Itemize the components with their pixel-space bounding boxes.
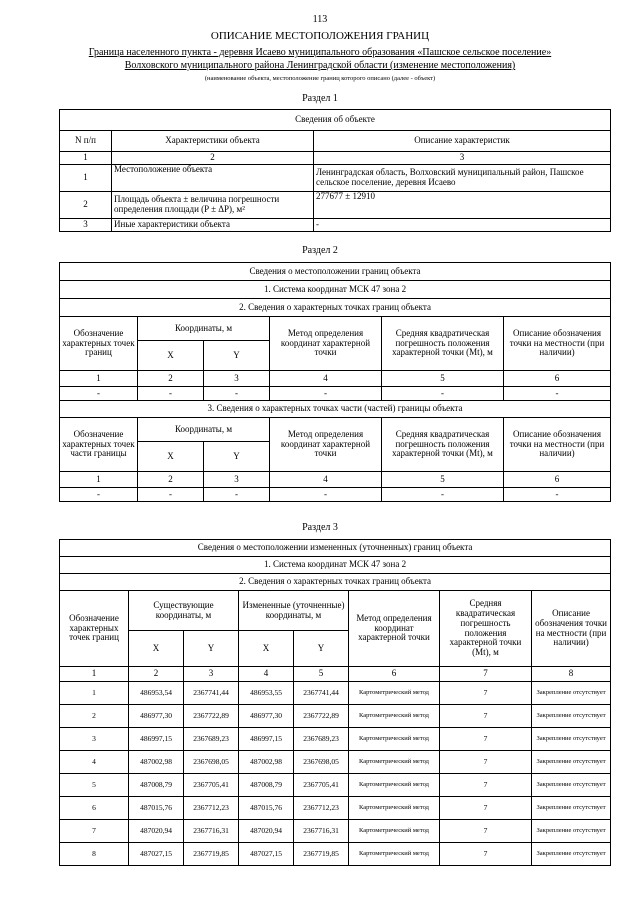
subtitle-line-1: Граница населенного пункта - деревня Исаево муниципального образования «Пашское сельское поселение» xyxy=(88,47,552,58)
col-num: 4 xyxy=(270,472,382,488)
table-row xyxy=(60,387,611,401)
section-3-label: Раздел 3 xyxy=(302,522,338,533)
cell: 2367698,05 xyxy=(184,751,239,774)
cell: 487020,94 xyxy=(239,820,294,843)
cell: Картометрический метод xyxy=(349,774,440,797)
table-row xyxy=(60,165,611,192)
table-row xyxy=(60,682,611,705)
table-row xyxy=(60,797,611,820)
section-3-body xyxy=(60,682,611,866)
section-1-header: Сведения об объекте xyxy=(60,110,611,131)
cell: - xyxy=(204,488,270,502)
cell: 7 xyxy=(440,728,532,751)
cell: 2367741,44 xyxy=(294,682,349,705)
col-num: 4 xyxy=(270,371,382,387)
cell: 7 xyxy=(440,820,532,843)
cell: 2367705,41 xyxy=(294,774,349,797)
section-3-header: Сведения о местоположении измененных (уточненных) границ объекта xyxy=(60,540,611,557)
cell: 487020,94 xyxy=(129,820,184,843)
col-num: 2 xyxy=(138,371,204,387)
header-x: X xyxy=(129,631,184,667)
cell: 7 xyxy=(440,774,532,797)
col-num: 1 xyxy=(60,371,138,387)
cell: 7 xyxy=(440,705,532,728)
col-num: 4 xyxy=(239,667,294,682)
cell: Картометрический метод xyxy=(349,797,440,820)
cell: 2367719,85 xyxy=(294,843,349,866)
cell: Закрепление отсутствует xyxy=(532,728,611,751)
cell: Картометрический метод xyxy=(349,728,440,751)
col-num: 6 xyxy=(504,472,611,488)
cell: 487008,79 xyxy=(239,774,294,797)
cell: 7 xyxy=(60,820,129,843)
col-header-description: Описание характеристик xyxy=(314,131,611,152)
cell: 7 xyxy=(440,843,532,866)
cell: 7 xyxy=(440,682,532,705)
table-row xyxy=(60,219,611,232)
header-y: Y xyxy=(204,442,270,472)
subtitle-note: (наименование объекта, местоположение границ которого описано (далее - объект) xyxy=(204,75,436,82)
header-points: Обозначение характерных точек границ xyxy=(60,591,129,667)
part-3-header: 3. Сведения о характерных точках части (частей) границы объекта xyxy=(60,401,611,418)
col-num: 8 xyxy=(532,667,611,682)
header-method: Метод определения координат характерной точки xyxy=(349,591,440,667)
cell: - xyxy=(204,387,270,401)
header-y: Y xyxy=(204,341,270,371)
cell: - xyxy=(60,488,138,502)
cell: - xyxy=(138,488,204,502)
col-num: 3 xyxy=(204,371,270,387)
cell: 486997,15 xyxy=(129,728,184,751)
cell: 7 xyxy=(440,751,532,774)
section-2-label: Раздел 2 xyxy=(302,245,338,256)
header-error: Средняя квадратическая погрешность положения характерной точки (Mt), м xyxy=(440,591,532,667)
cell: Картометрический метод xyxy=(349,705,440,728)
cell: 486997,15 xyxy=(239,728,294,751)
cell: 4 xyxy=(60,751,129,774)
cell: 1 xyxy=(60,682,129,705)
table-row xyxy=(60,705,611,728)
header-description: Описание обозначения точки на местности (при наличии) xyxy=(504,317,611,371)
header-error: Средняя квадратическая погрешность положения характерной точки (Mt), м xyxy=(382,317,504,371)
part-2-header: 2. Сведения о характерных точках границ объекта xyxy=(60,299,611,317)
cell: 487002,98 xyxy=(239,751,294,774)
table-row xyxy=(60,728,611,751)
cell: 2 xyxy=(60,705,129,728)
cell: 487027,15 xyxy=(239,843,294,866)
cell: 2367716,31 xyxy=(294,820,349,843)
cell: 8 xyxy=(60,843,129,866)
header-y: Y xyxy=(184,631,239,667)
cell: 3 xyxy=(60,728,129,751)
page-number: 113 xyxy=(312,14,328,25)
cell: 486953,54 xyxy=(129,682,184,705)
header-x: X xyxy=(138,341,204,371)
cell: - xyxy=(138,387,204,401)
col-num: 1 xyxy=(60,667,129,682)
cell: - xyxy=(382,488,504,502)
col-header-characteristics: Характеристики объекта xyxy=(112,131,314,152)
cell: 486977,30 xyxy=(129,705,184,728)
col-num: 5 xyxy=(382,371,504,387)
cell: Закрепление отсутствует xyxy=(532,797,611,820)
cell: Закрепление отсутствует xyxy=(532,705,611,728)
header-points: Обозначение характерных точек границ xyxy=(60,317,138,371)
table-row xyxy=(60,751,611,774)
cell: 5 xyxy=(60,774,129,797)
section-2-header: Сведения о местоположении границ объекта xyxy=(60,263,611,281)
cell: 2367719,85 xyxy=(184,843,239,866)
header-method: Метод определения координат характерной точки xyxy=(270,418,382,472)
col-num: 3 xyxy=(204,472,270,488)
cell: 2367716,31 xyxy=(184,820,239,843)
cell: Закрепление отсутствует xyxy=(532,843,611,866)
col-num: 5 xyxy=(382,472,504,488)
cell: 487015,76 xyxy=(239,797,294,820)
cell: Местоположение объекта xyxy=(112,165,314,192)
cell: 2367712,23 xyxy=(184,797,239,820)
col-num: 2 xyxy=(138,472,204,488)
coordinate-system: 1. Система координат МСК 47 зона 2 xyxy=(60,557,611,574)
table-row xyxy=(60,192,611,219)
header-description: Описание обозначения точки на местности (при наличии) xyxy=(532,591,611,667)
cell: Закрепление отсутствует xyxy=(532,820,611,843)
col-header-number: N п/п xyxy=(60,131,112,152)
col-num: 5 xyxy=(294,667,349,682)
coordinate-system: 1. Система координат МСК 47 зона 2 xyxy=(60,281,611,299)
cell: 2367741,44 xyxy=(184,682,239,705)
cell: 3 xyxy=(60,219,112,232)
cell: 2 xyxy=(60,192,112,219)
cell: 487002,98 xyxy=(129,751,184,774)
cell: 487008,79 xyxy=(129,774,184,797)
header-coordinates: Координаты, м xyxy=(138,317,270,341)
cell: - xyxy=(382,387,504,401)
col-num: 3 xyxy=(184,667,239,682)
table-row xyxy=(60,820,611,843)
cell: Иные характеристики объекта xyxy=(112,219,314,232)
header-coordinates: Координаты, м xyxy=(138,418,270,442)
subtitle-line-2: Волховского муниципального района Ленинградской области (изменение местоположения) xyxy=(124,60,516,71)
col-num: 6 xyxy=(349,667,440,682)
cell: 487027,15 xyxy=(129,843,184,866)
cell: 2367712,23 xyxy=(294,797,349,820)
cell: - xyxy=(270,387,382,401)
cell: 2367689,23 xyxy=(184,728,239,751)
col-num: 1 xyxy=(60,152,112,165)
header-changed-coordinates: Измененные (уточненные) координаты, м xyxy=(239,591,349,631)
cell: 277677 ± 12910 xyxy=(314,192,611,219)
document-title: ОПИСАНИЕ МЕСТОПОЛОЖЕНИЯ ГРАНИЦ xyxy=(210,30,430,42)
cell: - xyxy=(60,387,138,401)
part-2-header: 2. Сведения о характерных точках границ объекта xyxy=(60,574,611,591)
cell: - xyxy=(504,387,611,401)
cell: 2367722,89 xyxy=(184,705,239,728)
header-x: X xyxy=(138,442,204,472)
header-existing-coordinates: Существующие координаты, м xyxy=(129,591,239,631)
col-num: 7 xyxy=(440,667,532,682)
table-row xyxy=(60,488,611,502)
cell: - xyxy=(504,488,611,502)
cell: 487015,76 xyxy=(129,797,184,820)
cell: 486953,55 xyxy=(239,682,294,705)
cell: Закрепление отсутствует xyxy=(532,682,611,705)
cell: - xyxy=(270,488,382,502)
col-num: 1 xyxy=(60,472,138,488)
cell: 2367705,41 xyxy=(184,774,239,797)
header-error: Средняя квадратическая погрешность положения характерной точки (Mt), м xyxy=(382,418,504,472)
col-num: 6 xyxy=(504,371,611,387)
cell: Картометрический метод xyxy=(349,820,440,843)
cell: Ленинградская область, Волховский муниципальный район, Пашское сельское поселение, деревня Исаево xyxy=(314,165,611,192)
cell: - xyxy=(314,219,611,232)
table-row xyxy=(60,843,611,866)
cell: Картометрический метод xyxy=(349,682,440,705)
header-points-part: Обозначение характерных точек части границы xyxy=(60,418,138,472)
section-2-table xyxy=(59,262,611,502)
section-3-table xyxy=(59,539,611,866)
cell: 7 xyxy=(440,797,532,820)
cell: Закрепление отсутствует xyxy=(532,751,611,774)
section-1-label: Раздел 1 xyxy=(302,93,338,104)
cell: 2367689,23 xyxy=(294,728,349,751)
cell: 2367698,05 xyxy=(294,751,349,774)
col-num: 2 xyxy=(129,667,184,682)
cell: 1 xyxy=(60,165,112,192)
header-method: Метод определения координат характерной точки xyxy=(270,317,382,371)
table-row xyxy=(60,774,611,797)
cell: 6 xyxy=(60,797,129,820)
cell: Картометрический метод xyxy=(349,843,440,866)
cell: Площадь объекта ± величина погрешности определения площади (P ± ΔP), м² xyxy=(112,192,314,219)
cell: 2367722,89 xyxy=(294,705,349,728)
header-description: Описание обозначения точки на местности (при наличии) xyxy=(504,418,611,472)
cell: 486977,30 xyxy=(239,705,294,728)
cell: Закрепление отсутствует xyxy=(532,774,611,797)
header-y: Y xyxy=(294,631,349,667)
col-num: 2 xyxy=(112,152,314,165)
header-x: X xyxy=(239,631,294,667)
cell: Картометрический метод xyxy=(349,751,440,774)
section-1-table xyxy=(59,109,611,232)
col-num: 3 xyxy=(314,152,611,165)
